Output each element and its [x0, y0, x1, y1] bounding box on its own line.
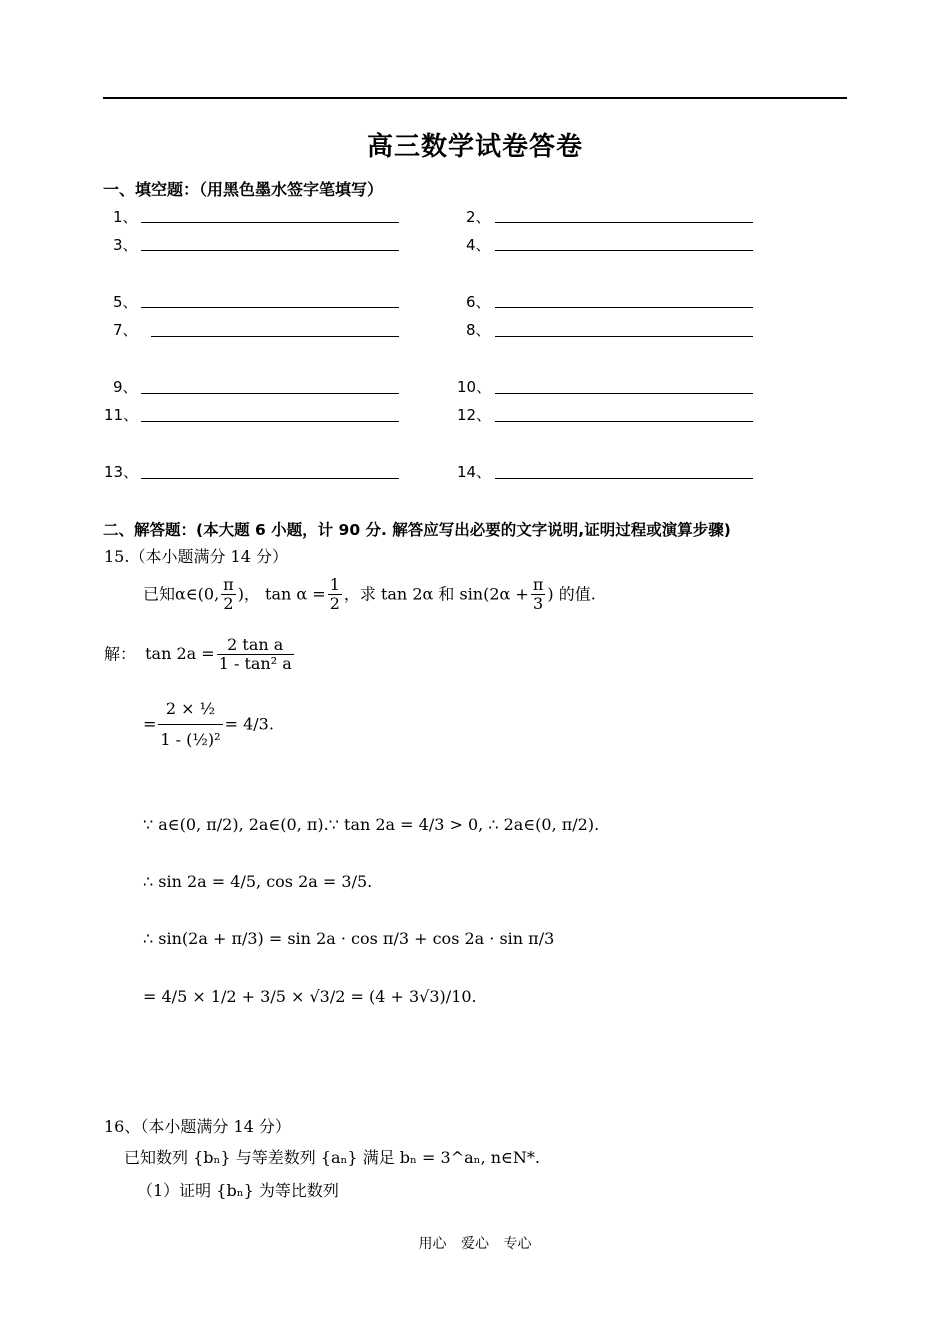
blank-label: 2、	[466, 208, 491, 226]
solution-line-2	[143, 700, 274, 750]
blank-line[interactable]	[141, 393, 399, 394]
tan2a-lhs: tan 2a =	[145, 644, 215, 664]
frac-num: 2 tan a	[217, 636, 294, 655]
q15-header: 15.（本小题满分 14 分）	[104, 547, 288, 566]
blank-line[interactable]	[141, 222, 399, 223]
solution-line-4: ∴ sin 2a = 4/5, cos 2a = 3/5.	[143, 872, 373, 891]
section2-heading: 二、解答题：(本大题 6 小题，计 90 分. 解答应写出必要的文字说明,证明过程或演算步骤)	[103, 521, 731, 539]
section1-heading: 一、填空题：（用黑色墨水签字笔填写）	[103, 180, 384, 199]
solution-line-6: = 4/5 × 1/2 + 3/5 × √3/2 = (4 + 3√3)/10.	[143, 987, 477, 1006]
q15-tan: tan α =	[265, 584, 326, 604]
solution-line-5: ∴ sin(2a + π/3) = sin 2a · cos π/3 + cos 2a · sin π/3	[143, 929, 555, 948]
q15-given: 已知	[143, 584, 176, 604]
blank-line[interactable]	[495, 421, 753, 422]
q16-part1: （1）证明 {bₙ} 为等比数列	[137, 1181, 339, 1200]
q15-value: ) 的值.	[547, 584, 596, 604]
result-4-3: = 4/3.	[224, 714, 274, 734]
blank-label: 9、	[113, 378, 138, 396]
q15-statement	[143, 576, 596, 614]
solution-label: 解：	[104, 644, 137, 664]
blank-label: 7、	[113, 321, 138, 339]
q15-cond: α∈(0,	[175, 584, 220, 604]
blank-line[interactable]	[495, 250, 753, 251]
blank-label: 6、	[466, 293, 491, 311]
one-half	[328, 576, 342, 614]
blank-line[interactable]	[151, 336, 399, 337]
blank-label: 4、	[466, 236, 491, 254]
pi-over-2	[221, 576, 236, 614]
q16-header: 16、（本小题满分 14 分）	[104, 1117, 291, 1136]
frac-den: 2	[329, 594, 340, 614]
frac-den: 1 - tan² a	[218, 654, 292, 674]
blank-line[interactable]	[495, 393, 753, 394]
tan2a-frac	[217, 636, 294, 674]
blank-label: 14、	[457, 463, 492, 481]
solution-line-3: ∵ a∈(0, π/2), 2a∈(0, π).∵ tan 2a = 4/3 > 0, ∴ 2a∈(0, π/2).	[143, 815, 600, 834]
frac-den: 3	[533, 594, 544, 614]
blank-label: 11、	[104, 406, 139, 424]
blank-line[interactable]	[495, 307, 753, 308]
blank-label: 1、	[113, 208, 138, 226]
q15-ask: ，求 tan 2α 和 sin(2α +	[343, 584, 529, 604]
footer-motto: 用心 爱心 专心	[418, 1236, 532, 1252]
solution-line-1	[104, 636, 296, 674]
q16-given: 已知数列 {bₙ} 与等差数列 {aₙ} 满足 bₙ = 3^aₙ, n∈N*.	[124, 1148, 540, 1167]
frac-num: π	[532, 575, 544, 594]
blank-label: 13、	[104, 463, 139, 481]
blank-label: 3、	[113, 236, 138, 254]
blank-line[interactable]	[141, 307, 399, 308]
frac-num: 1	[329, 575, 340, 594]
pi-over-3	[531, 576, 546, 614]
page-title: 高三数学试卷答卷	[366, 132, 583, 162]
blank-line[interactable]	[495, 222, 753, 223]
blank-label: 10、	[457, 378, 492, 396]
top-rule	[103, 97, 847, 99]
blank-line[interactable]	[141, 478, 399, 479]
substitution-frac	[158, 700, 222, 750]
eq-sign: =	[143, 714, 157, 734]
blank-line[interactable]	[141, 421, 399, 422]
blank-line[interactable]	[495, 478, 753, 479]
blank-label: 5、	[113, 293, 138, 311]
frac-num: 2 × ½	[158, 700, 222, 725]
q15-close: )，	[237, 584, 260, 604]
frac-den: 1 - (½)²	[160, 730, 221, 750]
blank-label: 12、	[457, 406, 492, 424]
blank-line[interactable]	[141, 250, 399, 251]
blank-line[interactable]	[495, 336, 753, 337]
frac-num: π	[223, 575, 234, 594]
blank-label: 8、	[466, 321, 491, 339]
frac-den: 2	[223, 594, 234, 614]
